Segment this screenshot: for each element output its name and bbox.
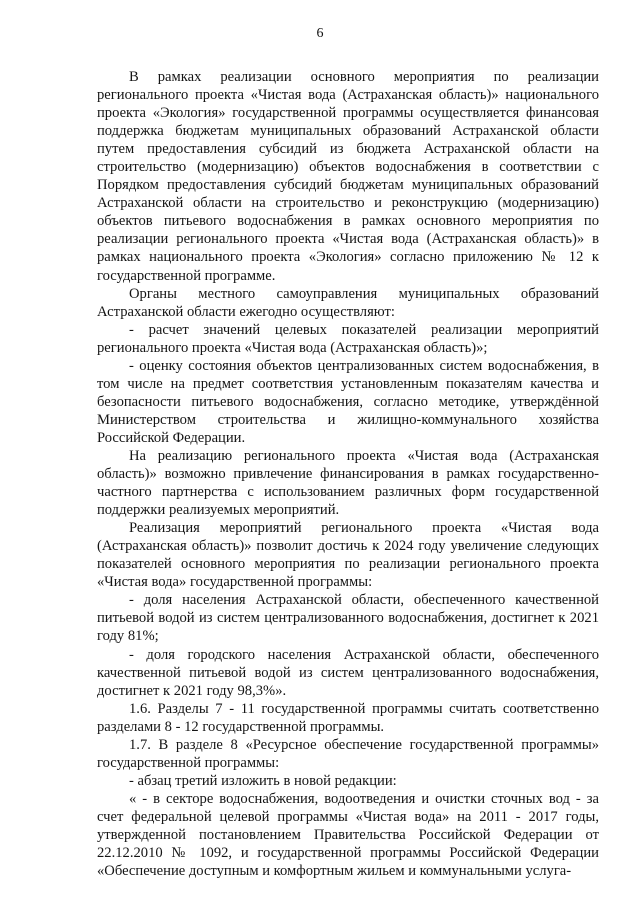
paragraph-11: - абзац третий изложить в новой редакции: (129, 772, 397, 789)
paragraph-10: 1.7. В разделе 8 «Ресурсное обеспечение государственной программы» государственной программы: (97, 736, 599, 771)
paragraph-2: Органы местного самоуправления муниципальных образований Астраханской области ежегодно осуществляют: (97, 285, 599, 320)
paragraph-1: В рамках реализации основного мероприятия по реализации регионального проекта «Чистая вода (Астраханская область)» национального проекта «Экология» государственной программы осуществляется финансовая поддержка бюджетам муниципальных образований Астраханской области путем предоставления субсидий из бюджета Астраханской области на строительство (модернизацию) объектов водоснабжения в соответствии с Порядком предоставления субсидий бюджетам муниципальных образований Астраханской области на строительство и реконструкцию (модернизацию) объектов питьевого водоснабжения в рамках основного мероприятия по реализации регионального проекта «Чистая вода (Астраханская область)» в рамках национального проекта «Экология» согласно приложению № 12 к государственной программе. (97, 69, 599, 284)
paragraph-6: Реализация мероприятий регионального проекта «Чистая вода (Астраханская область)» позволит достичь к 2024 году увеличение следующих показателей основного мероприятия по реализации регионального проекта «Чистая вода» государственной программы: (97, 520, 599, 591)
paragraph-7: - доля населения Астраханской области, обеспеченного качественной питьевой водой из систем централизованного водоснабжения, достигнет к 2021 году 81%; (97, 592, 599, 645)
paragraph-3: - расчет значений целевых показателей реализации мероприятий регионального проекта «Чистая вода (Астраханская область)»; (97, 321, 599, 356)
paragraph-12: « - в секторе водоснабжения, водоотведения и очистки сточных вод - за счет федеральной целевой программы «Чистая вода» на 2011 - 2017 годы, утвержденной постановлением Правительства Российской Федерации от 22.12.2010 № 1092, и государственной программы Российской Федерации «Обеспечение доступным и комфортным жильем и коммунальными услуга- (97, 790, 599, 880)
paragraph-4: - оценку состояния объектов централизованных систем водоснабжения, в том числе на предмет соответствия установленным показателям качества и безопасности питьевого водоснабжения, согласно методике, утверждённой Министерством строительства и жилищно-коммунального хозяйства Российской Федерации. (97, 357, 599, 446)
document-body (97, 68, 599, 880)
page-number: 6 (316, 26, 324, 41)
paragraph-9: 1.6. Разделы 7 - 11 государственной программы считать соответственно разделами 8 - 12 государственной программы. (97, 700, 599, 735)
paragraph-8: - доля городского населения Астраханской области, обеспеченного качественной питьевой водой из систем централизованного водоснабжения, достигнет к 2021 году 98,3%». (97, 646, 599, 699)
paragraph-5: На реализацию регионального проекта «Чистая вода (Астраханская область)» возможно привлечение финансирования в рамках государственно-частного партнерства с использованием различных форм государственной поддержки реализуемых мероприятий. (97, 447, 599, 519)
